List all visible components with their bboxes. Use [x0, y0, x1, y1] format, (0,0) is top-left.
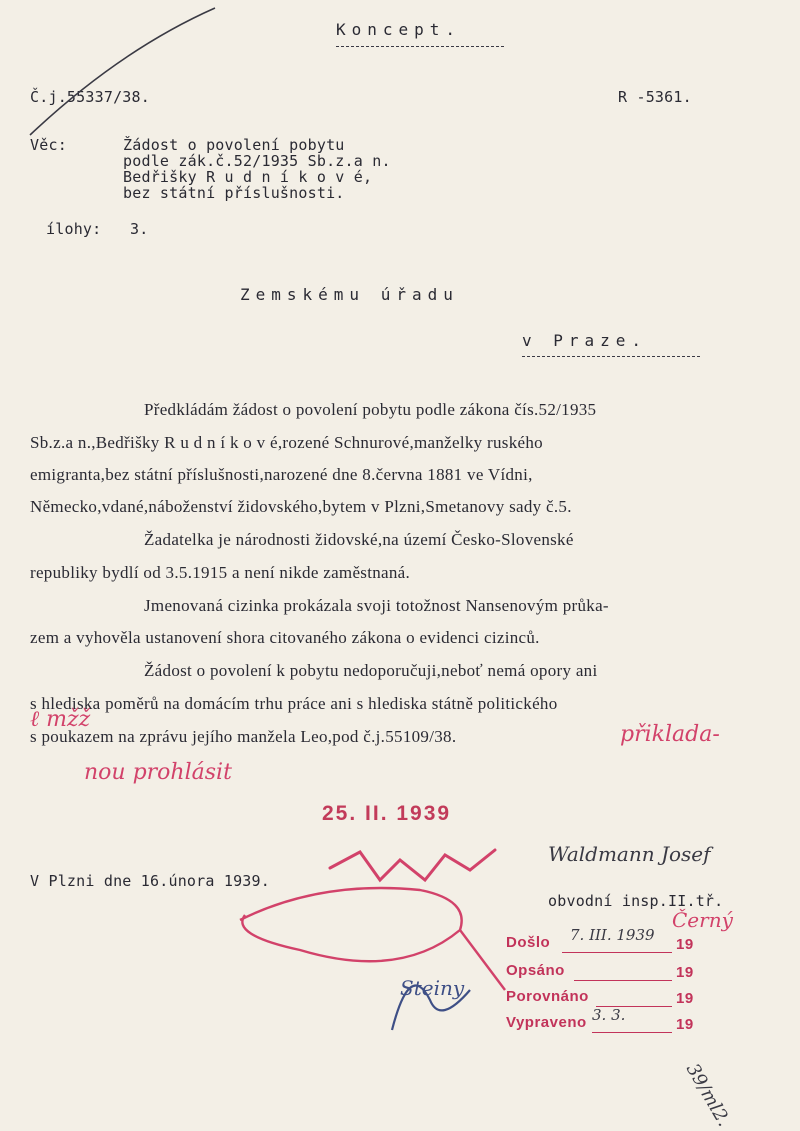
red-signature-stroke: [330, 850, 495, 880]
place-date: V Plzni dne 16.února 1939.: [30, 872, 270, 890]
stamp-value-received: 7. III. 1939: [570, 926, 655, 944]
body-line: Jmenovaná cizinka prokázala svoji totožnost Nansenovým průka-: [144, 596, 609, 615]
stamp-year: 19: [676, 1016, 694, 1033]
signature-waldmann: Waldmann Josef: [548, 842, 711, 866]
body-line: Sb.z.a n.,Bedřišky R u d n í k o v é,rozené Schnurové,manželky ruského: [30, 433, 543, 452]
stamp-label-copied: Opsáno: [506, 962, 565, 979]
handwritten-note-2: nou prohlásit: [84, 760, 232, 785]
addressee-line-1: Zemskému úřadu: [240, 285, 459, 304]
stamp-label-dispatched: Vypraveno: [506, 1014, 587, 1031]
body-line: s hlediska poměrů na domácím trhu práce ani s hlediska státně politického: [30, 694, 558, 713]
document-title: Koncept.: [336, 20, 462, 39]
body-line: emigranta,bez státní příslušnosti,narozené dne 8.června 1881 ve Vídni,: [30, 465, 533, 484]
red-loop-stroke: [240, 888, 462, 961]
body-line: Předkládám žádost o povolení pobytu podle zákona čís.52/1935: [144, 400, 597, 419]
subject-label: Věc:: [30, 136, 67, 154]
subject-line: podle zák.č.52/1935 Sb.z.a n.: [123, 152, 391, 170]
body-line: s poukazem na zprávu jejího manžela Leo,pod č.j.55109/38.: [30, 727, 457, 746]
pen-diagonal-line: [30, 8, 215, 135]
stamp-year: 19: [676, 936, 694, 953]
stamp-label-compared: Porovnáno: [506, 988, 589, 1005]
blue-initials-stroke: [392, 985, 470, 1030]
red-tail-stroke: [460, 930, 505, 990]
stamp-year: 19: [676, 964, 694, 981]
date-stamp: 25. II. 1939: [322, 802, 452, 825]
stamp-label-received: Došlo: [506, 934, 551, 951]
addressee-line-2: v Praze.: [522, 331, 648, 350]
attachments-label: ílohy:: [46, 220, 102, 238]
body-line: Žádost o povolení k pobytu nedoporučuji,neboť nemá opory ani: [144, 661, 598, 680]
attachments-value: 3.: [130, 220, 149, 238]
blue-initials: Steiny: [400, 976, 465, 1000]
body-line: Žadatelka je národnosti židovské,na území Česko-Slovenské: [144, 530, 574, 549]
handwritten-note-3: přiklada-: [620, 722, 720, 747]
signature-cerny: Černý: [672, 908, 733, 932]
handwritten-note-1: ℓ mžž: [30, 707, 91, 732]
body-line: Německo,vdané,náboženství židovského,bytem v Plzni,Smetanovy sady č.5.: [30, 497, 572, 516]
subject-line: Bedřišky R u d n í k o v é,: [123, 168, 373, 186]
subject-line: Žádost o povolení pobytu: [123, 136, 345, 154]
body-line: republiky bydlí od 3.5.1915 a není nikde zaměstnaná.: [30, 563, 411, 582]
office-title: obvodní insp.II.tř.: [548, 892, 724, 910]
reference-number: Č.j.55337/38.: [30, 88, 150, 106]
subject-line: bez státní příslušnosti.: [123, 184, 345, 202]
stamp-value-dispatched: 3. 3.: [592, 1006, 626, 1024]
r-number: R -5361.: [618, 88, 692, 106]
body-line: zem a vyhověla ustanovení shora citovaného zákona o evidenci cizinců.: [30, 628, 540, 647]
margin-note: 39/ml2.: [681, 1060, 735, 1131]
stamp-year: 19: [676, 990, 694, 1007]
